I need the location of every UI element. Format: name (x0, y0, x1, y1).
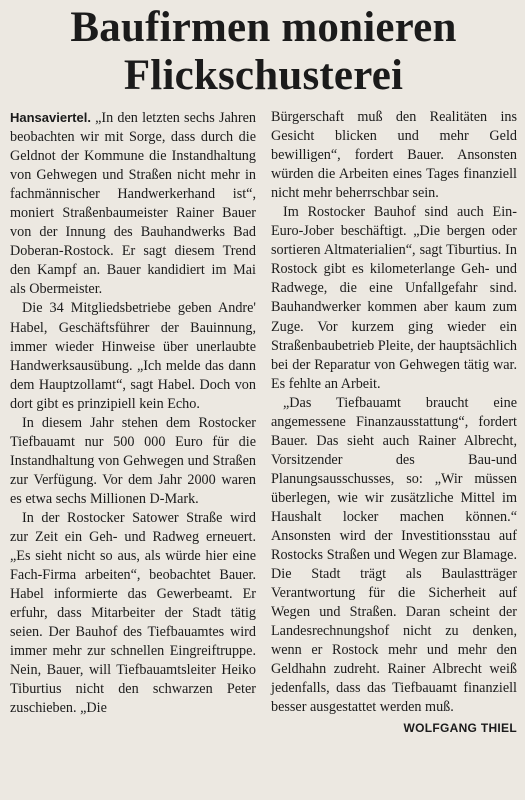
paragraph-5: Bürgerschaft muß den Realitäten ins Gesicht blicken und mehr Geld bewilligen“, fordert Bauer. Ansonsten würden die Arbeiten eines Tages finanziell nicht mehr beherrschbar sein. (271, 109, 517, 202)
article-column-1 (10, 108, 256, 738)
headline-line-1: Baufirmen monieren (70, 4, 457, 51)
author-byline: WOLFGANG THIEL (403, 720, 517, 735)
paragraph-2: Die 34 Mitgliedsbetriebe geben Andre' Habel, Geschäftsführer der Bauinnung, immer wieder Hinweise über unerlaubte Handwerksausübung. „Ich melde das dann dem Hauptzollamt“, sagt Habel. Doch von dort gibt es prinzipiell kein Echo. (10, 300, 256, 412)
paragraph-1 (10, 108, 256, 299)
article-column-2 (271, 108, 517, 738)
headline (10, 4, 517, 100)
paragraph-3: In diesem Jahr stehen dem Rostocker Tiefbauamt nur 500 000 Euro für die Instandhaltung von Gehwegen und Straßen zur Verfügung. Vor dem Jahr 2000 waren es etwa sechs Millionen D-Mark. (10, 414, 256, 507)
paragraph-1-text: „In den letzten sechs Jahren beobachten wir mit Sorge, dass durch die Geldnot der Kommune die Instandhaltung von Gehwegen und Straßen nicht mehr in fachmännischer Handwerkerhand ist“, moniert Straßenbaumeister Rainer Bauer von der Innung des Bauhandwerks Bad Doberan-Rostock. Er sagt diesem Trend den Kampf an. Bauer kandidiert im Mai als Obermeister. (10, 110, 256, 298)
article-body (10, 108, 517, 738)
headline-line-2: Flickschusterei (123, 52, 404, 99)
dateline: Hansaviertel. (10, 110, 91, 125)
paragraph-4: In der Rostocker Satower Straße wird zur Zeit ein Geh- und Radweg erneuert. „Es sieht nicht so aus, als würde hier eine Fach-Firma arbeiten“, beobachtet Bauer. Habel informierte das Gewerbeamt. Er erfuhr, dass Mitarbeiter der Stadt tätig seien. Der Bauhof des Tiefbauamtes wird immer mehr zur schnellen Eingreiftruppe. Nein, Bauer, will Tiefbauamtsleiter Heiko Tiburtius nicht den schwarzen Peter zuschieben. „Die (10, 509, 256, 717)
paragraph-7: „Das Tiefbauamt braucht eine angemessene Finanzausstattung“, fordert Bauer. Das sieht auch Rainer Albrecht, Vorsitzender des Bau-und Planungsausschusses, so: „Wir müssen überlegen, wie wir zusätzliche Mittel im Haushalt locker machen können.“ Ansonsten wird der Investitionsstau auf Rostocks Straßen und Wegen zur Blamage. Die Stadt trägt als Baulastträger Verantwortung für die Sicherheit auf Wegen und Straßen. Daran scheint der Landesrechnungshof nicht zu denken, wenn er Rostock mehr und mehr den Geldhahn zudreht. Rainer Albrecht weiß jedenfalls, dass das Tiefbauamt finanziell besser ausgestattet werden muß. (271, 394, 517, 716)
paragraph-6: Im Rostocker Bauhof sind auch Ein-Euro-Jober beschäftigt. „Die bergen oder sortieren Altmaterialien“, sagt Tiburtius. In Rostock gibt es kilometerlange Geh- und Radwege, die eine Unfallgefahr sind. Bauhandwerker kommen aber kaum zum Zuge. Vor kurzem ging wieder ein Straßenbaubetrieb Pleite, der hauptsächlich bei der Reparatur von Gehwegen tätig war. Es fehlte an Arbeit. (271, 204, 517, 392)
